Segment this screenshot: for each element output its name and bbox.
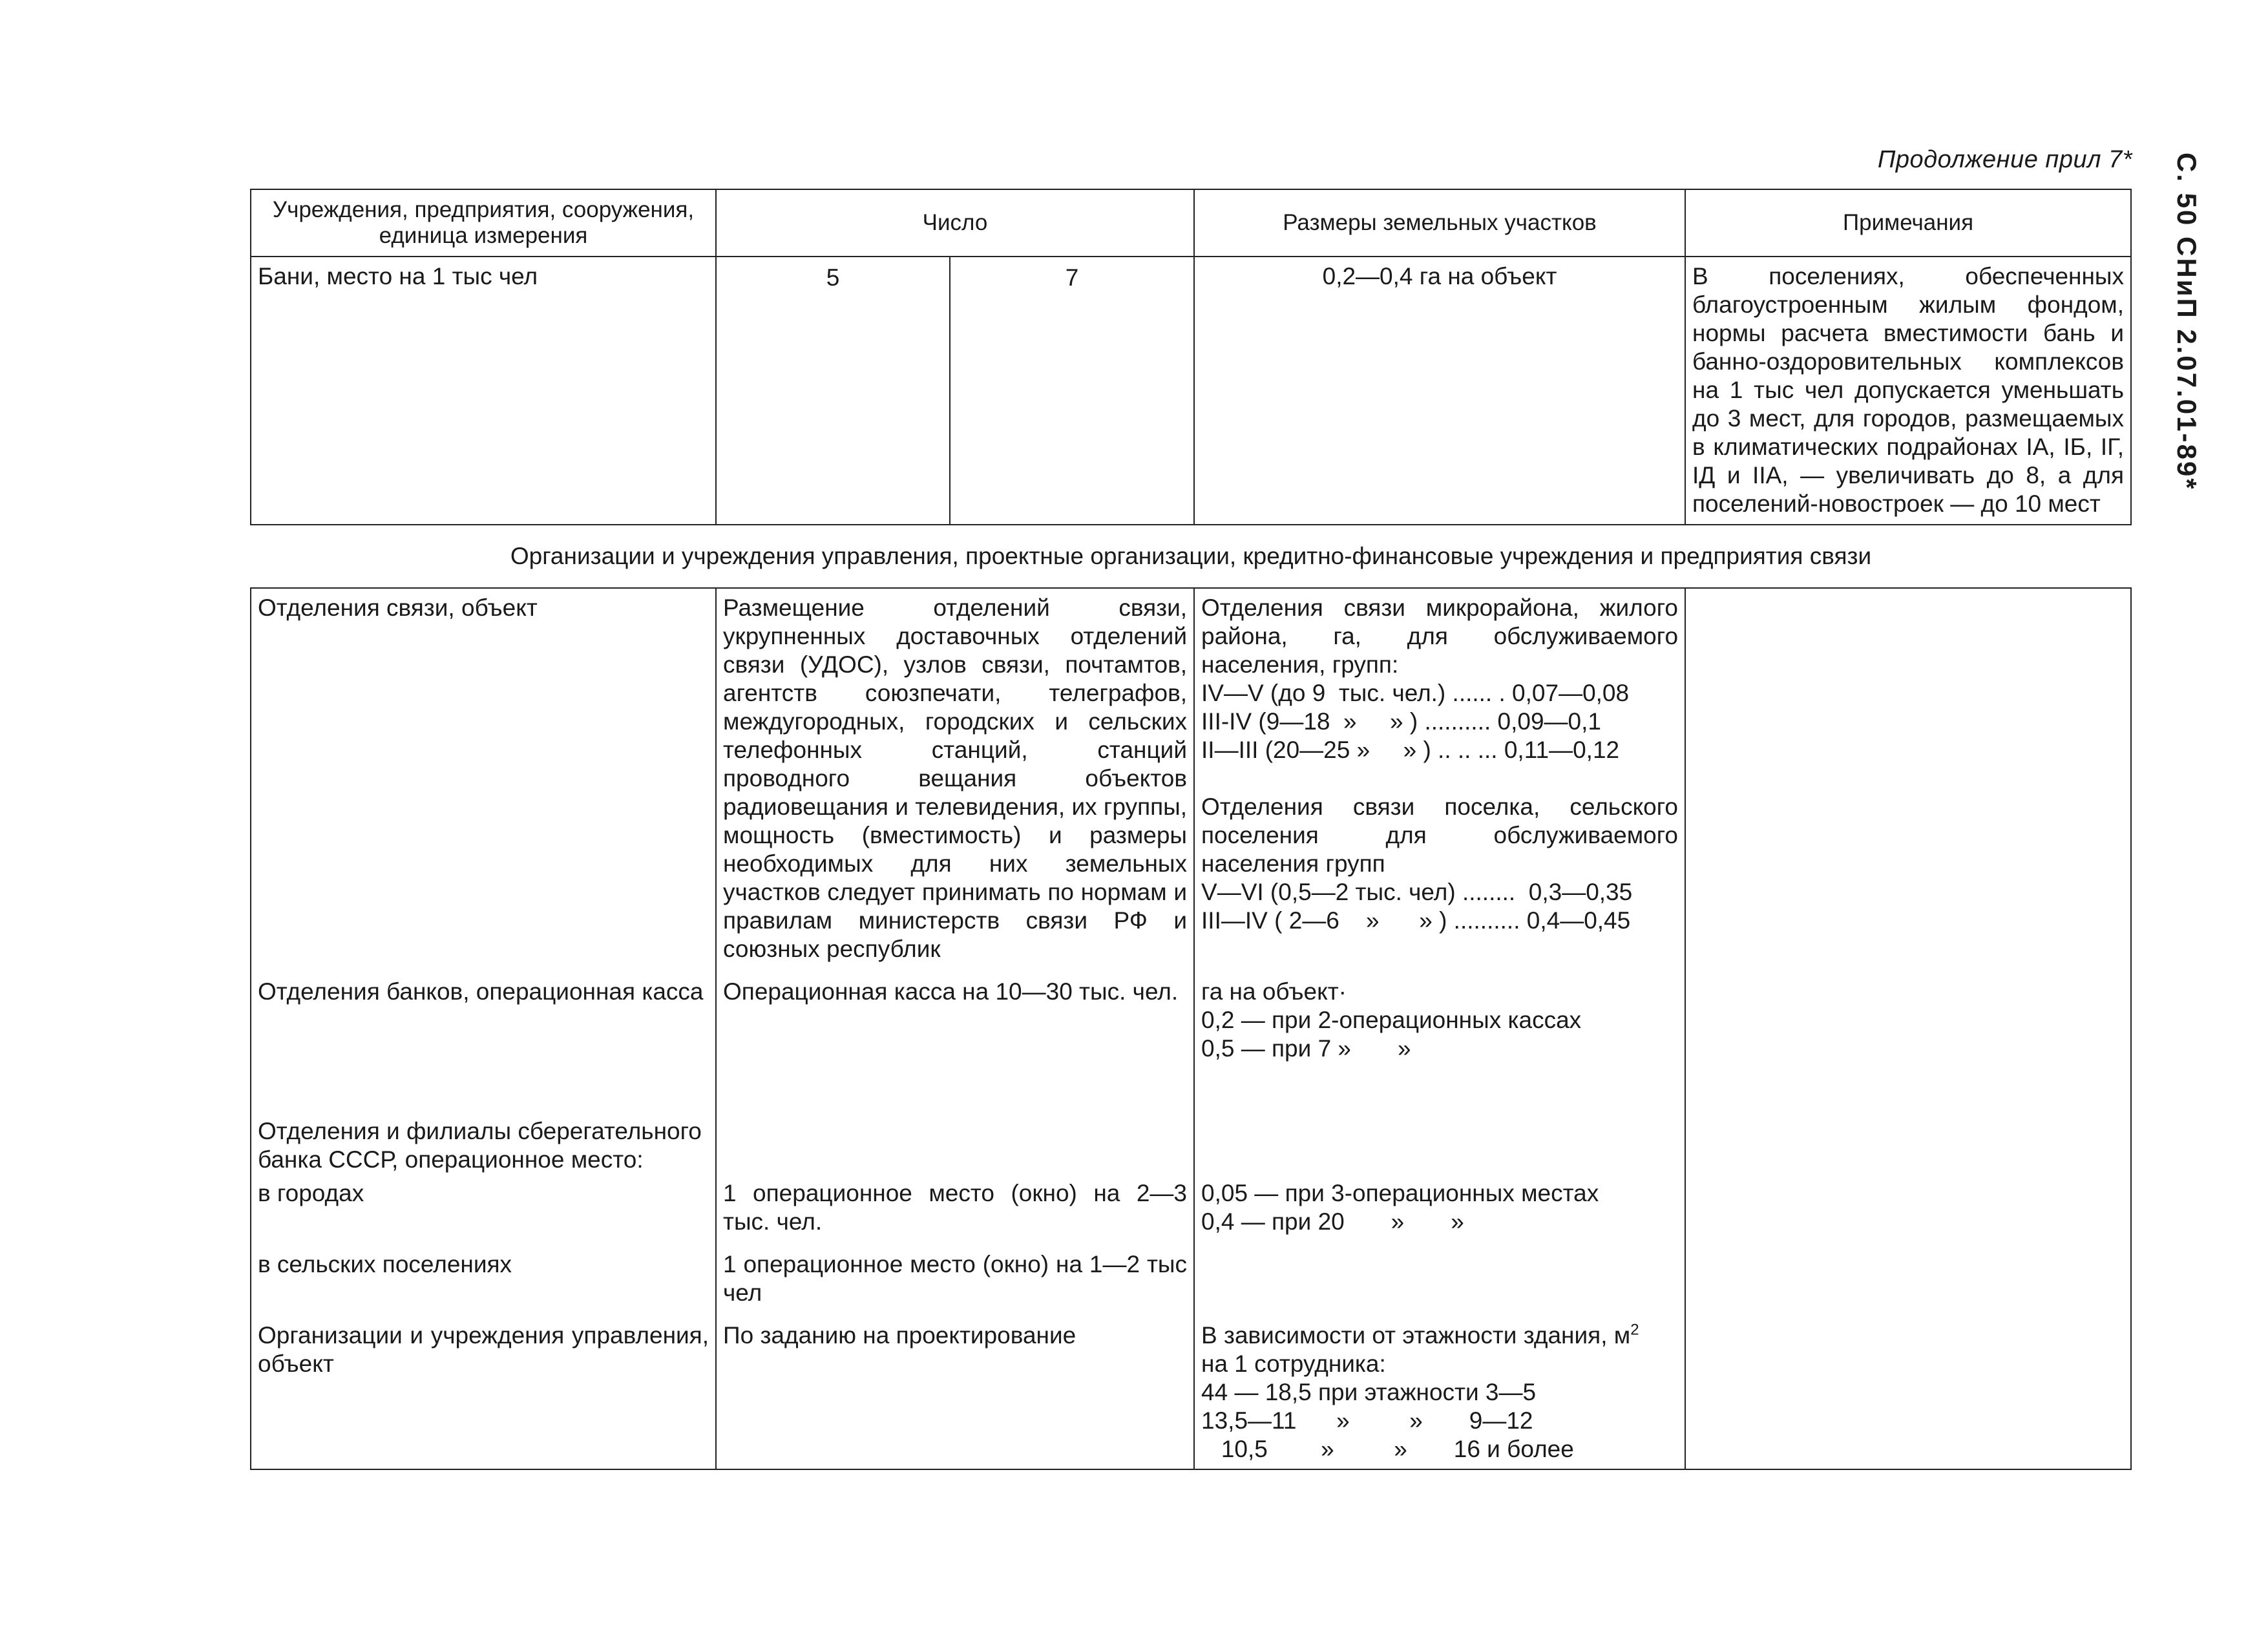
admin-notes bbox=[1685, 1312, 2131, 1469]
admin-area-line: 44 — 18,5 при этажности 3—5 bbox=[1201, 1379, 1537, 1405]
admin-name: Организации и учреждения управления, объект bbox=[251, 1312, 716, 1469]
savings-rural-notes bbox=[1685, 1241, 2131, 1312]
savings-empty bbox=[716, 1112, 1194, 1179]
bath-name: Бани, место на 1 тыс чел bbox=[251, 257, 716, 525]
post-area bbox=[1194, 588, 1685, 969]
bath-note: В поселениях, обеспеченных благоустроенным жилым фондом, нормы расчета вместимости бань и банно-оздоровительных комплексов на 1 тыс чел допускается уменьшать до 3 мест, для городов, размещаемых в климатических подрайонах IA, IБ, IГ, IД и IIА, — увеличивать до 8, а для поселений-новостроек — до 10 мест bbox=[1685, 257, 2131, 525]
column-header-institution: Учреждения, предприятия, сооружения, единица измерения bbox=[251, 189, 716, 257]
admin-area-intro bbox=[1201, 1321, 1678, 1350]
document-side-label: С. 50 СНиП 2.07.01-89* bbox=[2172, 152, 2202, 491]
table-row-savings-rural bbox=[251, 1241, 2131, 1312]
bank-description: Операционная касса на 10—30 тыс. чел. bbox=[716, 969, 1194, 1112]
post-area-line: IV—V (до 9 тыс. чел.) ...... . 0,07—0,08 bbox=[1201, 680, 1630, 706]
savings-city-description: 1 операционное место (окно) на 2—3 тыс. чел. bbox=[716, 1179, 1194, 1241]
savings-rural-description: 1 операционное место (окно) на 1—2 тыс чел bbox=[716, 1241, 1194, 1312]
post-area-intro-2: Отделения связи поселка, сельского поселения для обслуживаемого населения групп bbox=[1201, 793, 1679, 877]
admin-area-intro-tail: на 1 сотрудника: bbox=[1201, 1350, 1386, 1377]
admin-area-line: 10,5 » » 16 и более bbox=[1201, 1436, 1574, 1462]
bank-area-line: 0,2 — при 2-операционных кассах bbox=[1201, 1007, 1582, 1033]
savings-empty-area bbox=[1194, 1112, 1685, 1179]
table-row-post bbox=[251, 588, 2131, 969]
post-area-line: III-IV (9—18 » » ) .......... 0,09—0,1 bbox=[1201, 708, 1601, 735]
section-title: Организации и учреждения управления, проектные организации, кредитно-финансовые учреждения и предприятия связи bbox=[251, 525, 2131, 588]
savings-name: Отделения и филиалы сберегательного банка СССР, операционное место: bbox=[258, 1118, 702, 1173]
continuation-label: Продолжение прил 7* bbox=[1877, 146, 2132, 173]
column-header-number: Число bbox=[716, 189, 1194, 257]
column-header-notes: Примечания bbox=[1685, 189, 2131, 257]
bank-area bbox=[1194, 969, 1685, 1112]
table-row-admin bbox=[251, 1312, 2131, 1469]
savings-city-area-line: 0,05 — при 3-операционных местах bbox=[1201, 1180, 1599, 1206]
column-header-land-size: Размеры земельных участков bbox=[1194, 189, 1685, 257]
savings-name-cell bbox=[251, 1112, 716, 1179]
savings-city-label: в городах bbox=[251, 1179, 716, 1241]
bank-area-line: га на объект· bbox=[1201, 978, 1347, 1005]
savings-city-area-line: 0,4 — при 20 » » bbox=[1201, 1208, 1464, 1235]
admin-area-line: 13,5—11 » » 9—12 bbox=[1201, 1407, 1533, 1434]
table-row-savings-city bbox=[251, 1179, 2131, 1241]
savings-city-notes bbox=[1685, 1179, 2131, 1241]
savings-notes bbox=[1685, 1112, 2131, 1179]
admin-area-unit-superscript: 2 bbox=[1630, 1321, 1639, 1339]
bank-notes bbox=[1685, 969, 2131, 1112]
bath-value-2: 7 bbox=[950, 257, 1194, 525]
table-header-row bbox=[251, 189, 2131, 257]
table-row-savings bbox=[251, 1112, 2131, 1179]
post-area-line: V—VI (0,5—2 тыс. чел) ........ 0,3—0,35 bbox=[1201, 879, 1633, 905]
appendix-table bbox=[250, 189, 2132, 1470]
post-description: Размещение отделений связи, укрупненных доставочных отделений связи (УДОС), узлов связи, почтамтов, агентств союзпечати, телеграфов, междугородных, городских и сельских телефонных станций, станций проводного вещания объектов радиовещания и телевидения, их группы, мощность (вместимость) и размеры необходимых для них земельных участков следует принимать по нормам и правилам министерств связи РФ и союзных республик bbox=[716, 588, 1194, 969]
post-notes bbox=[1685, 588, 2131, 969]
admin-description: По заданию на проектирование bbox=[716, 1312, 1194, 1469]
table-row-bank bbox=[251, 969, 2131, 1112]
bath-area: 0,2—0,4 га на объект bbox=[1194, 257, 1685, 525]
post-area-line: II—III (20—25 » » ) .. .. ... 0,11—0,12 bbox=[1201, 737, 1620, 763]
savings-rural-area bbox=[1194, 1241, 1685, 1312]
post-area-intro: Отделения связи микрорайона, жилого района, га, для обслуживаемого населения, групп: bbox=[1201, 594, 1679, 678]
table-row-bath bbox=[251, 257, 2131, 525]
post-area-line: III—IV ( 2—6 » » ) .......... 0,4—0,45 bbox=[1201, 907, 1631, 934]
savings-city-area bbox=[1194, 1179, 1685, 1241]
bath-value-1: 5 bbox=[716, 257, 950, 525]
admin-area-intro-text: В зависимости от этажности здания, м bbox=[1201, 1322, 1631, 1349]
admin-area bbox=[1194, 1312, 1685, 1469]
bank-area-line: 0,5 — при 7 » » bbox=[1201, 1035, 1411, 1062]
section-header-row bbox=[251, 525, 2131, 588]
bank-name: Отделения банков, операционная касса bbox=[251, 969, 716, 1112]
savings-rural-label: в сельских поселениях bbox=[251, 1241, 716, 1312]
post-name: Отделения связи, объект bbox=[251, 588, 716, 969]
